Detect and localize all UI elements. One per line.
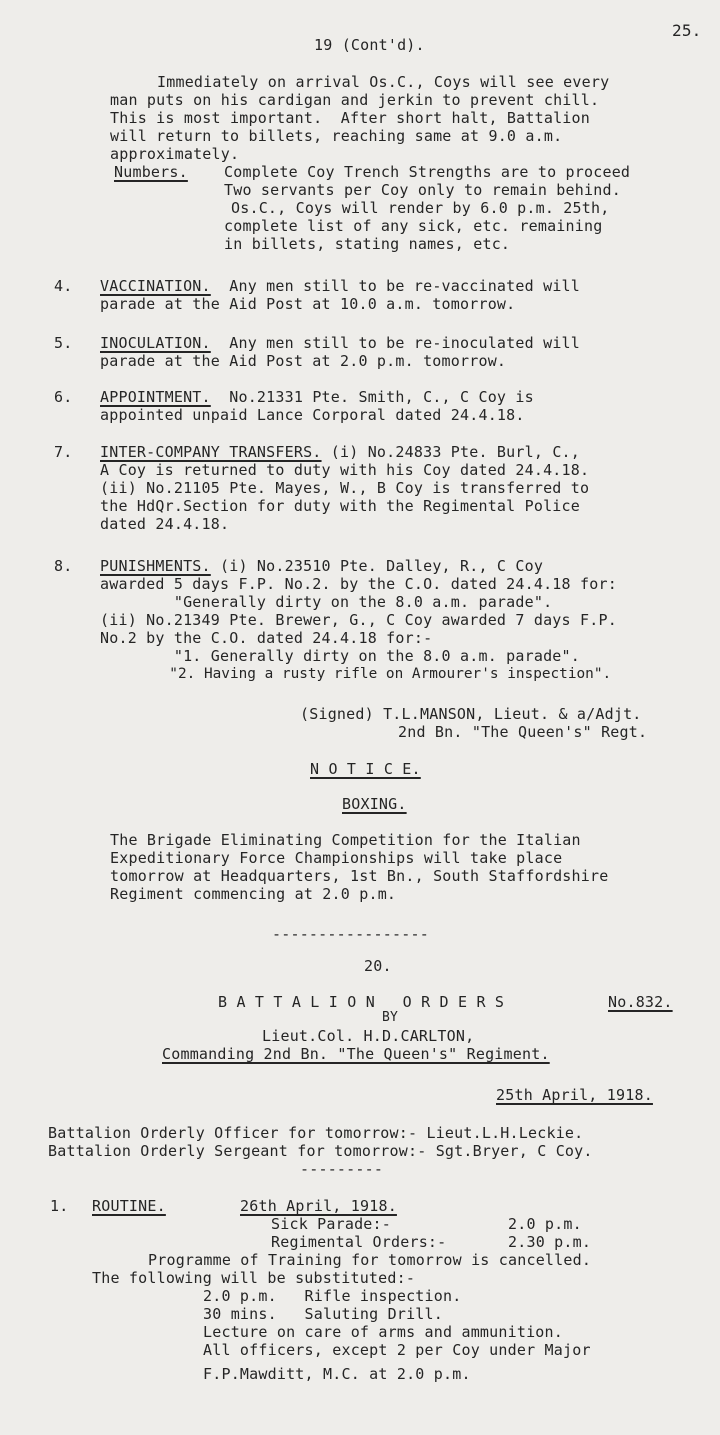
item-line: (ii) No.21349 Pte. Brewer, G., C Coy awarded 7 days F.P. [100,611,617,629]
notice-line: Regiment commencing at 2.0 p.m. [110,885,397,903]
item-heading: APPOINTMENT. [100,388,211,406]
orders-date: 25th April, 1918. [496,1086,653,1104]
item-first-line: Any men still to be re-vaccinated will [210,277,581,295]
programme-line: Programme of Training for tomorrow is cancelled. [148,1251,592,1269]
item-first-line: Any men still to be re-inoculated will [210,334,581,352]
item-line: (ii) No.21105 Pte. Mayes, W., B Coy is transferred to [100,479,590,497]
section-number: 20. [364,957,392,975]
substituted-line: The following will be substituted:- [92,1269,416,1287]
schedule-line: F.P.Mawditt, M.C. at 2.0 p.m. [203,1365,471,1383]
schedule-line: Lecture on care of arms and ammunition. [203,1323,563,1341]
item-line: appointed unpaid Lance Corporal dated 24.4.18. [100,406,525,424]
regimental-orders-time: 2.30 p.m. [508,1233,592,1251]
item-line: "Generally dirty on the 8.0 a.m. parade". [100,593,553,611]
intro-line: This is most important. After short halt, Battalion [110,109,590,127]
numbers-line: Os.C., Coys will render by 6.0 p.m. 25th, [231,199,610,217]
numbers-line: Two servants per Coy only to remain behind. [224,181,621,199]
item-line: A Coy is returned to duty with his Coy dated 24.4.18. [100,461,590,479]
item-number: 4. [54,277,73,295]
item-line: parade at the Aid Post at 2.0 p.m. tomorrow. [100,352,507,370]
item-first-line: (i) No.23510 Pte. Dalley, R., C Coy [210,557,544,575]
item-number: 6. [54,388,73,406]
item-number: 7. [54,443,73,461]
orderly-officer: Battalion Orderly Officer for tomorrow:- Lieut.L.H.Leckie. [48,1124,584,1142]
intro-line: man puts on his cardigan and jerkin to prevent chill. [110,91,600,109]
orderly-sergeant: Battalion Orderly Sergeant for tomorrow:- Sgt.Bryer, C Coy. [48,1142,593,1160]
commander: Lieut.Col. H.D.CARLTON, [262,1027,475,1045]
intro-line: Immediately on arrival Os.C., Coys will see every [157,73,610,91]
item-first-line: (i) No.24833 Pte. Burl, C., [321,443,581,461]
item-line: awarded 5 days F.P. No.2. by the C.O. dated 24.4.18 for: [100,575,617,593]
schedule-line: 2.0 p.m. Rifle inspection. [203,1287,462,1305]
item-line: No.2 by the C.O. dated 24.4.18 for:- [100,629,433,647]
item-line: dated 24.4.18. [100,515,230,533]
signature-line: (Signed) T.L.MANSON, Lieut. & a/Adjt. [300,705,642,723]
item-punishments [100,557,543,575]
sick-parade-time: 2.0 p.m. [508,1215,582,1233]
item-inoculation [100,334,580,352]
item-number: 8. [54,557,73,575]
item-heading: PUNISHMENTS. [100,557,211,575]
item-line: "1. Generally dirty on the 8.0 a.m. parade". [100,647,580,665]
schedule-line: All officers, except 2 per Coy under Major [203,1341,591,1359]
order-number: No.832. [608,993,673,1011]
numbers-line: Complete Coy Trench Strengths are to proceed [224,163,631,181]
item-heading: INOCULATION. [100,334,211,352]
continued-header: 19 (Cont'd). [314,36,425,54]
divider: ----------------- [272,925,429,943]
orders-by: BY [382,1010,399,1025]
item-number: 5. [54,334,73,352]
item-line: "2. Having a rusty rifle on Armourer's inspection". [100,666,612,682]
orders-title: B A T T A L I O N O R D E R S [218,993,505,1011]
sick-parade-label: Sick Parade:- [271,1215,391,1233]
notice-line: Expeditionary Force Championships will take place [110,849,563,867]
intro-line: will return to billets, reaching same at 9.0 a.m. [110,127,563,145]
signature-line: 2nd Bn. "The Queen's" Regt. [398,723,648,741]
notice-line: tomorrow at Headquarters, 1st Bn., South Staffordshire [110,867,609,885]
regimental-orders-label: Regimental Orders:- [271,1233,447,1251]
item-line: the HdQr.Section for duty with the Regimental Police [100,497,580,515]
routine-date: 26th April, 1918. [240,1197,397,1215]
item-transfers [100,443,580,461]
notice-line: The Brigade Eliminating Competition for the Italian [110,831,581,849]
numbers-heading: Numbers. [114,163,188,181]
routine-heading: ROUTINE. [92,1197,166,1215]
numbers-line: in billets, stating names, etc. [224,235,511,253]
short-divider: --------- [300,1160,384,1178]
intro-line: approximately. [110,145,240,163]
item-heading: VACCINATION. [100,277,211,295]
item-first-line: No.21331 Pte. Smith, C., C Coy is [210,388,534,406]
notice-title: N O T I C E. [310,760,421,778]
routine-number: 1. [50,1197,69,1215]
item-line: parade at the Aid Post at 10.0 a.m. tomorrow. [100,295,516,313]
item-vaccination [100,277,580,295]
numbers-line: complete list of any sick, etc. remaining [224,217,603,235]
commanding-line: Commanding 2nd Bn. "The Queen's" Regiment. [162,1045,550,1063]
notice-subtitle: BOXING. [342,795,407,813]
item-heading: INTER-COMPANY TRANSFERS. [100,443,322,461]
page-number: 25. [672,21,702,40]
schedule-line: 30 mins. Saluting Drill. [203,1305,443,1323]
item-appointment [100,388,534,406]
